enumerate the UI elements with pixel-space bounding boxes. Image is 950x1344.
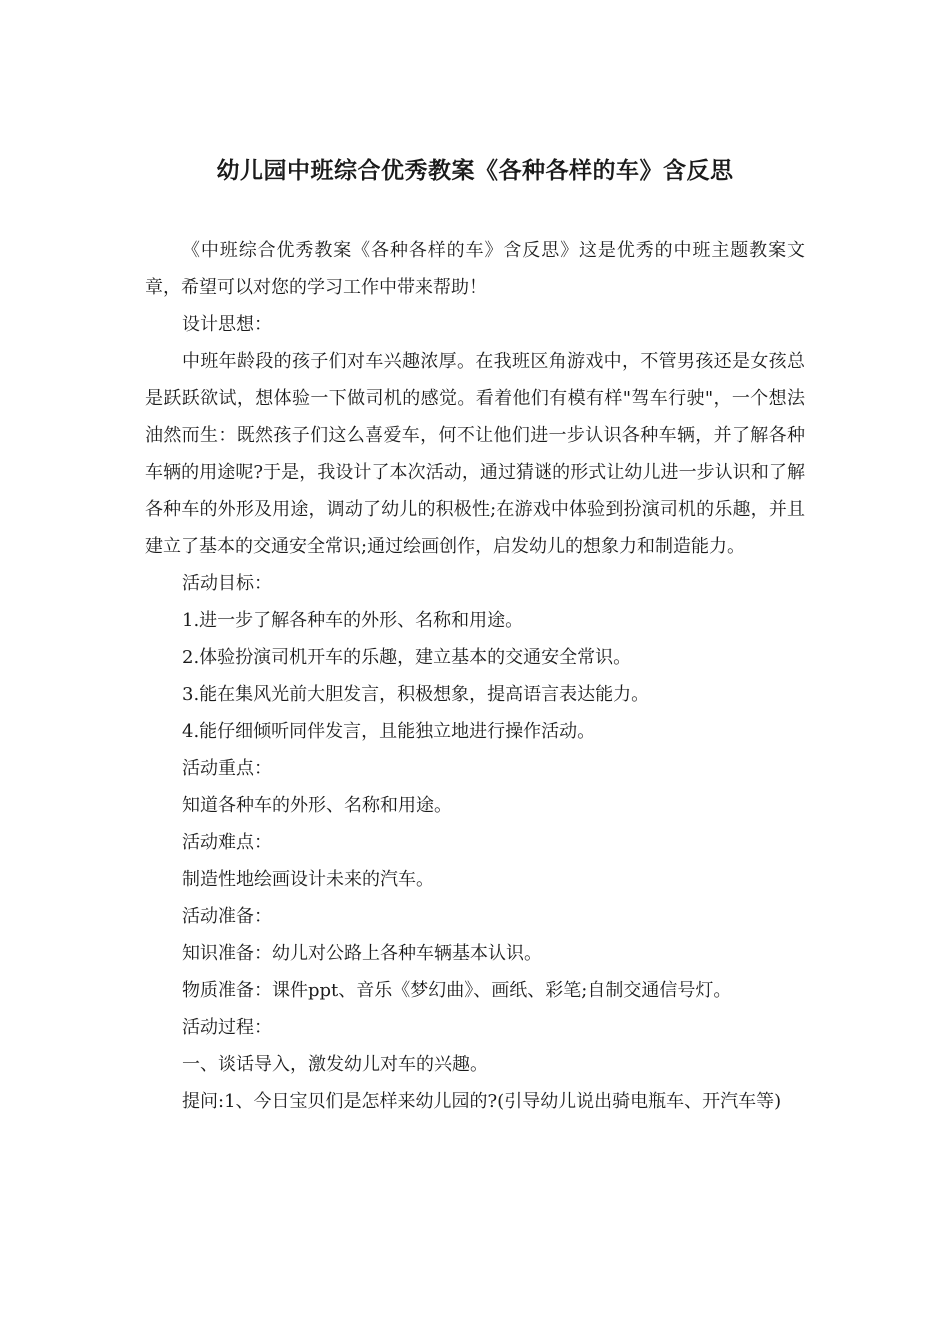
- heading-design-idea: 设计思想：: [182, 314, 272, 335]
- objective-item-3: 3.能在集风光前大胆发言，积极想象，提高语言表达能力。: [182, 684, 650, 705]
- heading-process: 活动过程：: [182, 1017, 272, 1038]
- paragraph-intro: 《中班综合优秀教案《各种各样的车》含反思》这是优秀的中班主题教案文章，希望可以对您的学习工作中带来帮助！: [145, 240, 805, 298]
- process-step-1: 一、谈话导入，激发幼儿对车的兴趣。: [182, 1054, 488, 1075]
- objective-item-4: 4.能仔细倾听同伴发言，且能独立地进行操作活动。: [182, 721, 596, 742]
- paragraph-difficulty: 制造性地绘画设计未来的汽车。: [182, 869, 434, 890]
- document-title: 幼儿园中班综合优秀教案《各种各样的车》含反思: [216, 158, 734, 184]
- paragraph-design-idea: 中班年龄段的孩子们对车兴趣浓厚。在我班区角游戏中，不管男孩还是女孩总是跃跃欲试，想体验一下做司机的感觉。看着他们有模有样"驾车行驶"，一个想法油然而生：既然孩子们这么喜爱车，何不让他们进一步认识各种车辆，并了解各种车辆的用途呢?于是，我设计了本次活动，通过猜谜的形式让幼儿进一步认识和了解各种车的外形及用途，调动了幼儿的积极性;在游戏中体验到扮演司机的乐趣，并且建立了基本的交通安全常识;通过绘画创作，启发幼儿的想象力和制造能力。: [145, 351, 805, 557]
- document-body: [145, 232, 805, 1120]
- preparation-materials: 物质准备：课件ppt、音乐《梦幻曲》、画纸、彩笔;自制交通信号灯。: [182, 980, 732, 1001]
- process-question: 提问:1、今日宝贝们是怎样来幼儿园的?(引导幼儿说出骑电瓶车、开汽车等): [182, 1091, 782, 1112]
- objective-item-1: 1.进一步了解各种车的外形、名称和用途。: [182, 610, 524, 631]
- preparation-knowledge: 知识准备：幼儿对公路上各种车辆基本认识。: [182, 943, 542, 964]
- heading-preparation: 活动准备：: [182, 906, 272, 927]
- heading-key-point: 活动重点：: [182, 758, 272, 779]
- heading-difficulty: 活动难点：: [182, 832, 272, 853]
- paragraph-key-point: 知道各种车的外形、名称和用途。: [182, 795, 452, 816]
- objective-item-2: 2.体验扮演司机开车的乐趣，建立基本的交通安全常识。: [182, 647, 632, 668]
- heading-objectives: 活动目标：: [182, 573, 272, 594]
